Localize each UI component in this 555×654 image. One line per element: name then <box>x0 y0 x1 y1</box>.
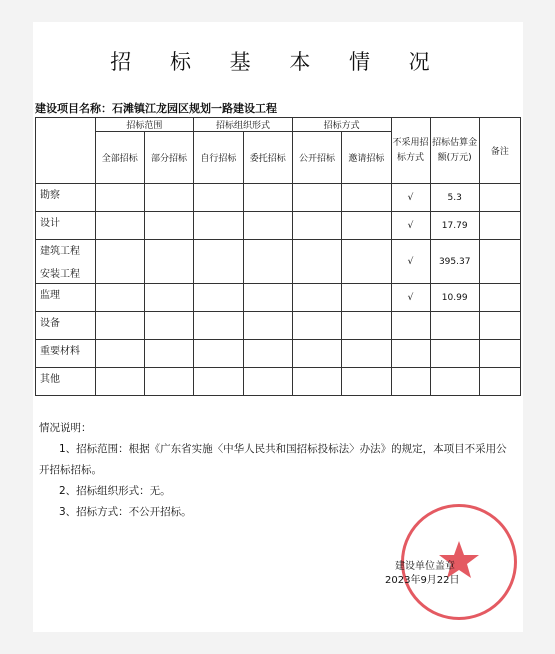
header-self: 自行招标 <box>194 132 243 184</box>
row-category-line2: 安装工程 <box>40 269 80 280</box>
table-row <box>36 184 521 212</box>
row-no-bid <box>391 340 430 368</box>
row-estimate: 10.99 <box>430 284 479 312</box>
note-item: 3、招标方式：不公开招标。 <box>59 506 192 518</box>
notes-heading: 情况说明： <box>39 422 92 434</box>
header-invite: 邀请招标 <box>342 132 391 184</box>
header-method: 招标方式 <box>292 118 391 132</box>
row-category: 设计 <box>36 212 96 240</box>
row-no-bid <box>391 368 430 396</box>
document-title: 招 标 基 本 情 况 <box>110 50 446 74</box>
signature-label: 建设单位盖章 <box>395 561 455 572</box>
row-category: 勘察 <box>36 184 96 212</box>
row-category: 重要材料 <box>36 340 96 368</box>
signature-block <box>385 560 460 588</box>
row-category: 监理 <box>36 284 96 312</box>
header-remark: 备注 <box>479 118 520 184</box>
header-scope: 招标范围 <box>95 118 194 132</box>
header-row-1 <box>36 118 521 132</box>
row-category-line1: 建筑工程 <box>40 246 80 257</box>
header-full: 全部招标 <box>95 132 144 184</box>
row-no-bid: √ <box>391 240 430 284</box>
header-no-bid: 不采用招标方式 <box>391 118 430 184</box>
corner-cell <box>36 118 96 184</box>
row-category: 设备 <box>36 312 96 340</box>
document-page <box>33 22 523 632</box>
signature-date: 2023年9月22日 <box>385 575 460 586</box>
header-entrust: 委托招标 <box>243 132 292 184</box>
table-row <box>36 284 521 312</box>
table-row <box>36 240 521 284</box>
row-estimate <box>430 368 479 396</box>
table-row <box>36 340 521 368</box>
project-name: 建设项目名称：石滩镇江龙园区规划一路建设工程 <box>35 102 277 115</box>
row-estimate: 17.79 <box>430 212 479 240</box>
row-estimate: 5.3 <box>430 184 479 212</box>
row-no-bid <box>391 312 430 340</box>
row-no-bid: √ <box>391 212 430 240</box>
table-row <box>36 312 521 340</box>
header-estimate: 招标估算金额(万元) <box>430 118 479 184</box>
bidding-table <box>35 117 521 396</box>
row-estimate: 395.37 <box>430 240 479 284</box>
header-open: 公开招标 <box>292 132 341 184</box>
row-no-bid: √ <box>391 284 430 312</box>
header-partial: 部分招标 <box>144 132 193 184</box>
table-row <box>36 368 521 396</box>
row-category <box>36 240 96 284</box>
row-estimate <box>430 312 479 340</box>
row-category: 其他 <box>36 368 96 396</box>
note-item: 2、招标组织形式：无。 <box>59 485 171 497</box>
header-org-form: 招标组织形式 <box>194 118 293 132</box>
row-estimate <box>430 340 479 368</box>
note-item: 1、招标范围：根据《广东省实施〈中华人民共和国招标投标法〉办法》的规定，本项目不采用公开招标招标。 <box>39 443 507 476</box>
row-no-bid: √ <box>391 184 430 212</box>
table-row <box>36 212 521 240</box>
